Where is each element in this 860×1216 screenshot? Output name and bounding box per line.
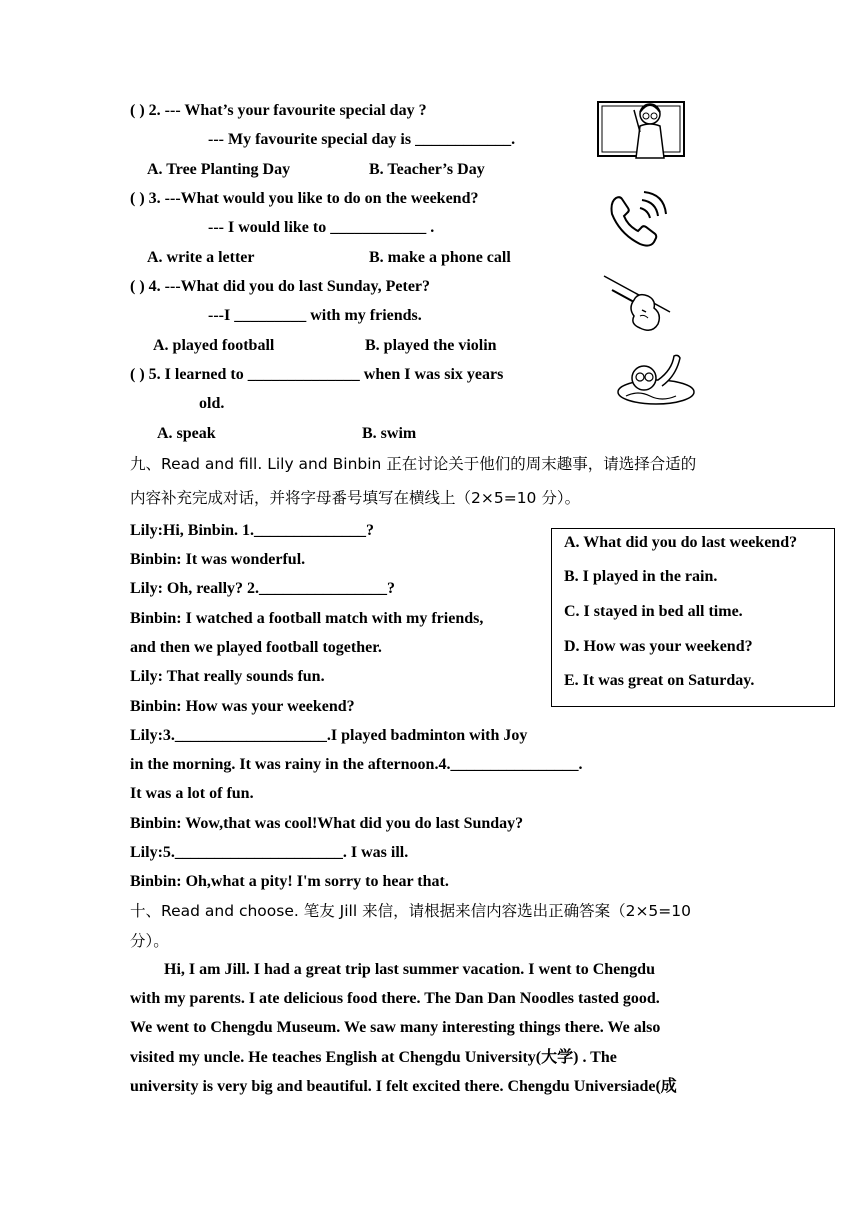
q2-prompt: ( ) 2. --- What’s your favourite special day ? — [130, 102, 427, 119]
passage-line: visited my uncle. He teaches English at Chengdu University(大学) . The — [130, 1049, 617, 1066]
dialogue-line: Binbin: How was your weekend? — [130, 698, 355, 715]
q5-option-b: B. swim — [362, 425, 417, 442]
dialogue-line: Binbin: Wow,that was cool!What did you do last Sunday? — [130, 815, 524, 832]
choice-a: A. What did you do last weekend? — [564, 534, 798, 551]
q2-option-b: B. Teacher’s Day — [369, 161, 485, 178]
dialogue-line: Lily: Oh, really? 2.________________? — [130, 580, 396, 597]
swimming-child-picture — [614, 350, 698, 410]
q5-prompt: ( ) 5. I learned to ______________ when I was six years — [130, 366, 504, 383]
q2-option-a: A. Tree Planting Day — [147, 161, 291, 178]
phone-call-icon — [606, 190, 676, 252]
teacher-blackboard-picture — [596, 96, 688, 166]
dialogue-line: Binbin: Oh,what a pity! I'm sorry to hear that. — [130, 873, 449, 890]
dialogue-line: Lily:Hi, Binbin. 1.______________? — [130, 522, 375, 539]
q4-option-b: B. played the violin — [365, 337, 497, 354]
dialogue-line: in the morning. It was rainy in the afternoon.4.________________. — [130, 756, 583, 773]
section-9-heading-line-2: 内容补充完成对话，并将字母番号填写在横线上（2×5=10 分）。 — [130, 489, 581, 507]
q3-prompt: ( ) 3. ---What would you like to do on the weekend? — [130, 190, 479, 207]
q4-prompt: ( ) 4. ---What did you do last Sunday, Peter? — [130, 278, 431, 295]
dialogue-line: Lily:5._____________________. I was ill. — [130, 844, 409, 861]
section-9-heading-line-1: 九、Read and fill. Lily and Binbin 正在讨论关于他们的周末趣事，请选择合适的 — [130, 455, 697, 473]
q4-option-a: A. played football — [153, 337, 275, 354]
choice-e: E. It was great on Saturday. — [564, 672, 755, 689]
passage-line: with my parents. I ate delicious food there. The Dan Dan Noodles tasted good. — [130, 990, 660, 1007]
q3-option-b: B. make a phone call — [369, 249, 511, 266]
passage-line: Hi, I am Jill. I had a great trip last summer vacation. I went to Chengdu — [164, 961, 655, 978]
choices-box — [551, 528, 835, 707]
q4-answer-line: ---I _________ with my friends. — [208, 307, 422, 324]
q2-answer-line: --- My favourite special day is ____________. — [208, 131, 516, 148]
section-10-heading-line-1: 十、Read and choose. 笔友 Jill 来信，请根据来信内容选出正确答案（2×5=10 — [130, 902, 692, 920]
q3-option-a: A. write a letter — [147, 249, 255, 266]
q5-prompt-cont: old. — [199, 395, 225, 412]
q5-option-a: A. speak — [157, 425, 216, 442]
dialogue-line: Binbin: It was wonderful. — [130, 551, 306, 568]
choice-d: D. How was your weekend? — [564, 638, 753, 655]
choice-c: C. I stayed in bed all time. — [564, 603, 743, 620]
choice-b: B. I played in the rain. — [564, 568, 718, 585]
q3-answer-line: --- I would like to ____________ . — [208, 219, 435, 236]
dialogue-line: and then we played football together. — [130, 639, 382, 656]
passage-line: We went to Chengdu Museum. We saw many interesting things there. We also — [130, 1019, 661, 1036]
dialogue-line: It was a lot of fun. — [130, 785, 254, 802]
passage-line: university is very big and beautiful. I felt excited there. Chengdu Universiade(成 — [130, 1078, 677, 1095]
dialogue-line: Lily: That really sounds fun. — [130, 668, 325, 685]
section-10-heading-line-2: 分）。 — [130, 932, 169, 950]
dialogue-line: Binbin: I watched a football match with my friends, — [130, 610, 484, 627]
violin-picture — [600, 270, 672, 334]
dialogue-line: Lily:3.___________________.I played badminton with Joy — [130, 727, 528, 744]
